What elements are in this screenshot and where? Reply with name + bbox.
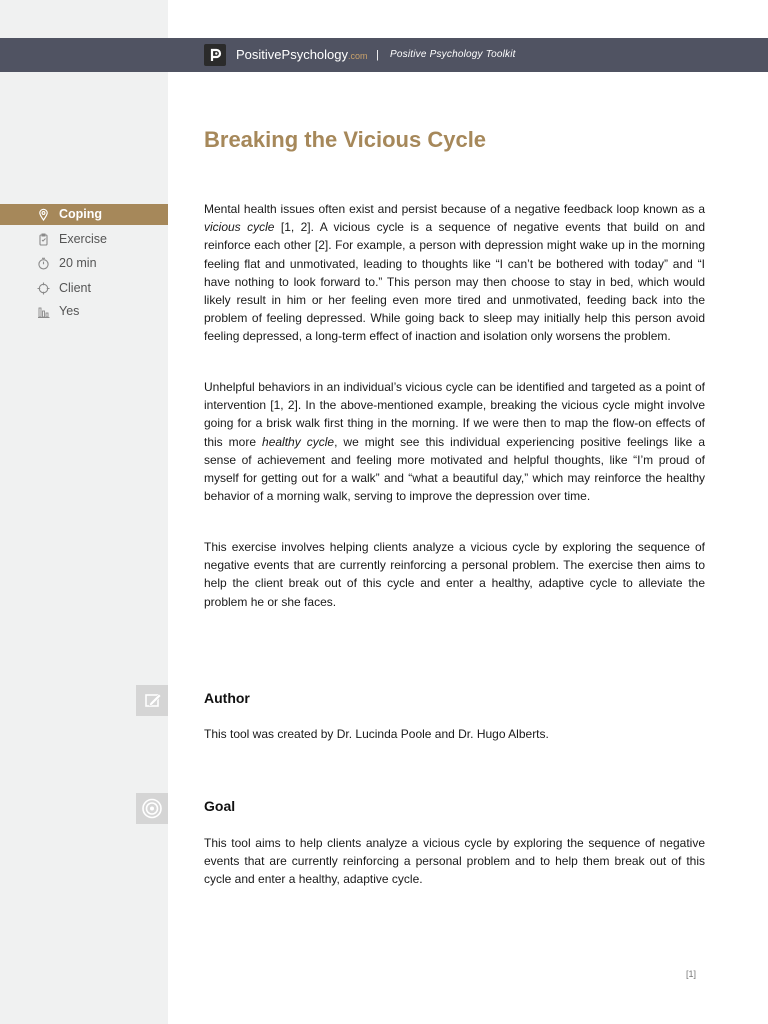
intro-paragraph [204,200,705,346]
meta-audience-label: Client [59,281,91,295]
map-pin-icon [37,208,50,221]
goal-heading: Goal [204,798,236,814]
page-title: Breaking the Vicious Cycle [204,127,487,152]
header-separator: | [376,49,379,61]
emphasis-vicious-cycle: vicious cycle [204,220,275,235]
meta-scoring-label: Yes [59,304,80,318]
bar-chart-icon [37,305,50,318]
meta-duration [0,253,168,274]
meta-audience [0,278,168,299]
brand-name [236,47,368,64]
meta-type [0,229,168,250]
meta-category-label: Coping [59,207,103,221]
crosshair-icon [37,282,50,295]
text-run: Mental health issues often exist and persist because of a negative feedback loop known as a [204,202,705,216]
text-run: Unhelpful behaviors in an individual’s vicious cycle can be identified and targeted as a point of intervention [1, 2]. In the above-mentioned example, breaking the vicious cycle might involve going for a brisk walk first thing in the morning. If we were then to map the flow-on effects of this more [204,380,705,449]
logo-icon [204,44,226,66]
text-run: [1, 2]. A vicious cycle is a sequence of negative events that build on and reinforce each other [2]. For example, a person with depression might wake up in the morning feeling flat and unmotivated, leading to thoughts like “I can’t be bothered with today” and “I have nothing to look forward to.” This person may then choose to stay in bed, which would likely result in him or her feeling even more tired and unmotivated, feeding back into the problem of feeling depressed. While going back to sleep may initially help this person avoid feeling depressed, a long-term effect of inaction and isolation only worsens the problem. [204,220,706,344]
clipboard-icon [37,233,50,246]
brand-text: PositivePsychology [236,47,348,62]
goal-text: This tool aims to help clients analyze a vicious cycle by exploring the sequence of negative events that are currently reinforcing a personal problem and to help them break out of this cycle and enter a healthy, adaptive cycle. [204,836,705,887]
meta-category [0,204,168,225]
meta-duration-label: 20 min [59,256,97,270]
intervention-paragraph [204,378,705,505]
meta-type-label: Exercise [59,232,107,246]
target-icon [136,793,168,824]
sidebar [0,0,168,1024]
text-run: , we might see this individual experiencing positive feelings like a sense of achievement and feeling more motivated and helpful thoughts, like “I’m proud of myself for getting out for a walk” and “what a beautiful day,” which may reinforce the healthy behavior of a morning walk, serving to improve the depression over time. [204,434,705,504]
edit-icon [136,685,168,716]
emphasis-healthy-cycle: healthy cycle [262,434,335,449]
author-text: This tool was created by Dr. Lucinda Poole and Dr. Hugo Alberts. [204,727,549,741]
author-heading: Author [204,690,250,706]
exercise-paragraph: This exercise involves helping clients analyze a vicious cycle by exploring the sequence of negative events that are currently reinforcing a personal problem. The exercise then aims to help the client break out of this cycle and enter a healthy, adaptive cycle to alleviate the problem he or she faces. [204,540,705,609]
header-bar [0,38,768,72]
brand-suffix: .com [348,51,368,61]
stopwatch-icon [37,257,50,270]
toolkit-subtitle: Positive Psychology Toolkit [390,49,516,60]
meta-scoring [0,301,168,322]
page-footnote: [1] [686,969,697,979]
